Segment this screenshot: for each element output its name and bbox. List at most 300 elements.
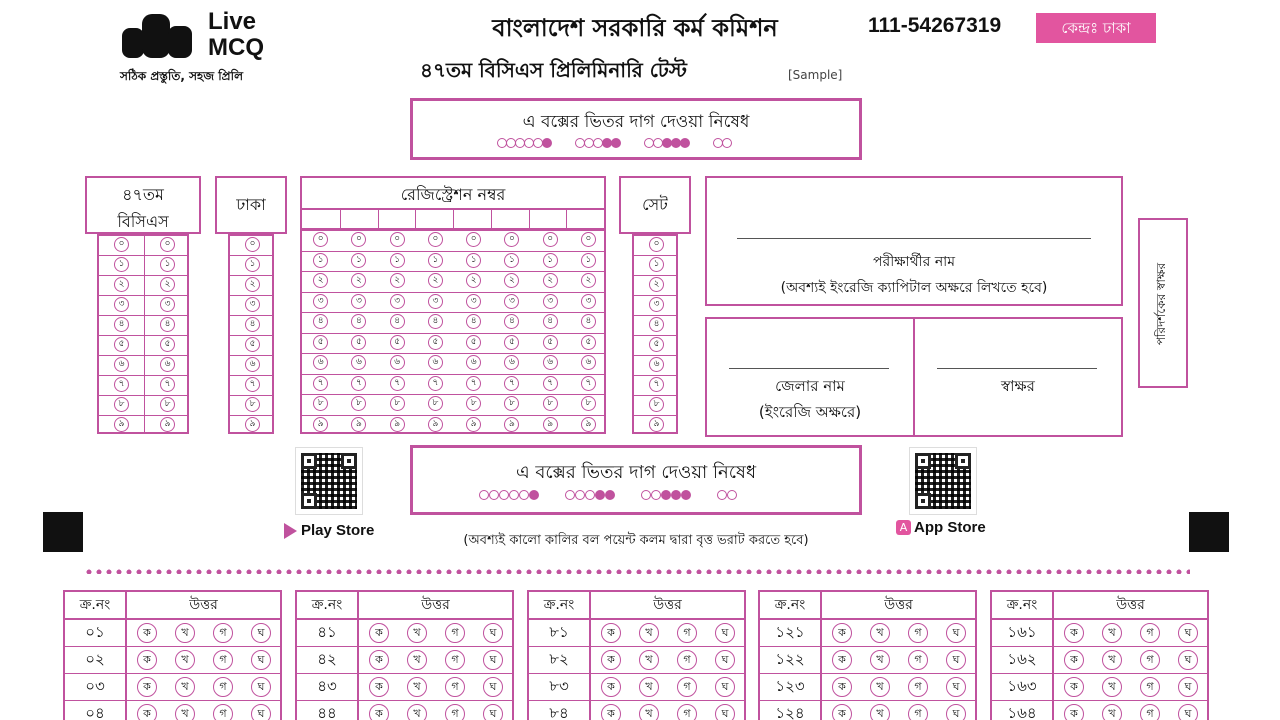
digit-bubble[interactable]: ৫ — [649, 337, 664, 352]
digit-bubble[interactable]: ৮ — [428, 396, 443, 411]
digit-bubble[interactable]: ০ — [351, 232, 366, 247]
digit-bubble[interactable]: ১ — [313, 253, 328, 268]
answer-option-bubble[interactable]: গ — [677, 623, 697, 643]
digit-bubble[interactable]: ৩ — [543, 294, 558, 309]
digit-bubble[interactable]: ১ — [581, 253, 596, 268]
answer-option-bubble[interactable]: খ — [175, 650, 195, 670]
answer-option-bubble[interactable]: ঘ — [1178, 623, 1198, 643]
answer-option-bubble[interactable]: ঘ — [483, 677, 503, 697]
grid-row-divider — [99, 315, 187, 316]
digit-bubble[interactable]: ২ — [114, 277, 129, 292]
digit-bubble[interactable]: ৫ — [543, 335, 558, 350]
answer-option-bubble[interactable]: গ — [677, 677, 697, 697]
answer-row — [992, 620, 1207, 647]
digit-bubble[interactable]: ৫ — [466, 335, 481, 350]
digit-bubble[interactable]: ৯ — [466, 417, 481, 432]
digit-bubble[interactable]: ৩ — [581, 294, 596, 309]
question-number: ১২২ — [760, 647, 822, 673]
answer-option-bubble[interactable]: ক — [369, 623, 389, 643]
timing-mark — [611, 138, 621, 148]
play-store-link[interactable] — [284, 522, 374, 539]
answer-row — [529, 674, 744, 701]
digit-bubble[interactable]: ৪ — [160, 317, 175, 332]
answer-row — [760, 674, 975, 701]
digit-bubble[interactable]: ০ — [390, 232, 405, 247]
answer-option-bubble[interactable]: গ — [213, 704, 233, 720]
digit-bubble[interactable]: ১ — [428, 253, 443, 268]
digit-bubble[interactable]: ৫ — [351, 335, 366, 350]
answer-option-bubble[interactable]: ঘ — [946, 704, 966, 720]
registration-cell-divider — [453, 210, 454, 228]
answer-option-bubble[interactable]: গ — [908, 650, 928, 670]
question-number: ৮৪ — [529, 701, 591, 720]
registration-bubble-grid — [300, 229, 606, 434]
digit-bubble[interactable]: ০ — [466, 232, 481, 247]
grid-row-divider — [99, 335, 187, 336]
answer-option-bubble[interactable]: খ — [870, 677, 890, 697]
digit-bubble[interactable]: ৬ — [390, 355, 405, 370]
question-number: ৪৪ — [297, 701, 359, 720]
digit-bubble[interactable]: ৮ — [466, 396, 481, 411]
answer-option-bubble[interactable]: খ — [870, 623, 890, 643]
digit-bubble[interactable]: ৭ — [390, 376, 405, 391]
answer-option-bubble[interactable]: খ — [407, 623, 427, 643]
timing-mark — [722, 138, 732, 148]
answer-option-bubble[interactable]: গ — [908, 704, 928, 720]
digit-bubble[interactable]: ৫ — [581, 335, 596, 350]
digit-bubble[interactable]: ৪ — [351, 314, 366, 329]
digit-bubble[interactable]: ৩ — [428, 294, 443, 309]
answer-header: উত্তর — [591, 592, 744, 620]
answer-option-bubble[interactable]: ক — [601, 704, 621, 720]
digit-bubble[interactable]: ৪ — [313, 314, 328, 329]
set-bubble-grid — [632, 234, 678, 434]
answer-option-bubble[interactable]: ঘ — [1178, 704, 1198, 720]
digit-bubble[interactable]: ০ — [428, 232, 443, 247]
answer-option-bubble[interactable]: ক — [137, 623, 157, 643]
digit-bubble[interactable]: ৮ — [504, 396, 519, 411]
digit-bubble[interactable]: ৩ — [114, 297, 129, 312]
digit-bubble[interactable]: ১ — [160, 257, 175, 272]
answer-row — [760, 701, 975, 720]
logo-tagline: সঠিক প্রস্তুতি, সহজ প্রিলি — [120, 69, 244, 83]
digit-bubble[interactable]: ৪ — [543, 314, 558, 329]
answer-option-bubble[interactable]: গ — [908, 623, 928, 643]
grid-row-divider — [230, 375, 272, 376]
answer-option-bubble[interactable]: ঘ — [483, 650, 503, 670]
digit-bubble[interactable]: ৮ — [390, 396, 405, 411]
grid-row-divider — [634, 255, 676, 256]
grid-row-divider — [230, 335, 272, 336]
answer-option-bubble[interactable]: ঘ — [483, 623, 503, 643]
question-number: ১২৪ — [760, 701, 822, 720]
digit-bubble[interactable]: ৭ — [504, 376, 519, 391]
answer-option-bubble[interactable]: গ — [908, 677, 928, 697]
grid-row-divider — [99, 255, 187, 256]
digit-bubble[interactable]: ৩ — [351, 294, 366, 309]
timing-mark — [489, 490, 499, 500]
answer-option-bubble[interactable]: ঘ — [1178, 677, 1198, 697]
answer-option-bubble[interactable]: ক — [1064, 704, 1084, 720]
timing-marks — [497, 138, 797, 152]
answer-header: উত্তর — [822, 592, 975, 620]
digit-bubble[interactable]: ৯ — [428, 417, 443, 432]
answer-option-bubble[interactable]: ক — [137, 704, 157, 720]
digit-bubble[interactable]: ০ — [245, 237, 260, 252]
answer-row — [65, 701, 280, 720]
digit-bubble[interactable]: ৭ — [313, 376, 328, 391]
digit-bubble[interactable]: ১ — [466, 253, 481, 268]
digit-bubble[interactable]: ৯ — [504, 417, 519, 432]
logo-icon — [120, 12, 194, 62]
answer-option-bubble[interactable]: গ — [1140, 677, 1160, 697]
digit-bubble[interactable]: ৮ — [245, 397, 260, 412]
answer-option-bubble[interactable]: ঘ — [251, 623, 271, 643]
digit-bubble[interactable]: ৭ — [428, 376, 443, 391]
grid-row-divider — [230, 355, 272, 356]
logo — [120, 8, 290, 88]
answer-option-bubble[interactable]: গ — [213, 650, 233, 670]
digit-bubble[interactable]: ৬ — [313, 355, 328, 370]
answer-option-bubble[interactable]: খ — [639, 677, 659, 697]
play-store-qr[interactable] — [296, 448, 362, 514]
answer-option-bubble[interactable]: ক — [601, 623, 621, 643]
digit-bubble[interactable]: ৪ — [649, 317, 664, 332]
answer-option-bubble[interactable]: গ — [213, 677, 233, 697]
answer-header: উত্তর — [1054, 592, 1207, 620]
digit-bubble[interactable]: ৬ — [543, 355, 558, 370]
digit-bubble[interactable]: ৬ — [351, 355, 366, 370]
digit-bubble[interactable]: ৯ — [351, 417, 366, 432]
digit-bubble[interactable]: ২ — [428, 273, 443, 288]
answer-option-bubble[interactable]: ক — [1064, 623, 1084, 643]
answer-option-bubble[interactable]: খ — [407, 677, 427, 697]
answer-option-bubble[interactable]: খ — [407, 704, 427, 720]
invigilator-signature-box[interactable] — [1138, 218, 1188, 388]
answer-row — [760, 647, 975, 674]
ink-instruction: (অবশ্যই কালো কালির বল পয়েন্ট কলম দ্বারা বৃত্ত ভরাট করতে হবে) — [463, 533, 809, 548]
answer-option-bubble[interactable]: ঘ — [715, 623, 735, 643]
answer-option-bubble[interactable]: ঘ — [251, 650, 271, 670]
grid-row-divider — [302, 394, 604, 395]
digit-bubble[interactable]: ২ — [351, 273, 366, 288]
answer-option-bubble[interactable]: ক — [369, 677, 389, 697]
no-mark-text: এ বক্সের ভিতর দাগ দেওয়া নিষেধ — [515, 462, 757, 483]
timing-mark — [479, 490, 489, 500]
digit-bubble[interactable]: ৮ — [351, 396, 366, 411]
digit-bubble[interactable]: ১ — [504, 253, 519, 268]
digit-bubble[interactable]: ৯ — [543, 417, 558, 432]
timing-mark — [717, 490, 727, 500]
answer-option-bubble[interactable]: গ — [1140, 623, 1160, 643]
digit-bubble[interactable]: ১ — [649, 257, 664, 272]
digit-bubble[interactable]: ৯ — [313, 417, 328, 432]
answer-table — [527, 590, 746, 720]
answer-option-bubble[interactable]: খ — [407, 650, 427, 670]
digit-bubble[interactable]: ৯ — [245, 417, 260, 432]
grid-row-divider — [99, 355, 187, 356]
digit-bubble[interactable]: ৩ — [649, 297, 664, 312]
timing-mark — [681, 490, 691, 500]
digit-bubble[interactable]: ৬ — [245, 357, 260, 372]
answer-option-bubble[interactable]: ক — [369, 704, 389, 720]
digit-bubble[interactable]: ৭ — [649, 377, 664, 392]
grid-row-divider — [99, 375, 187, 376]
answer-option-bubble[interactable]: ক — [601, 677, 621, 697]
digit-bubble[interactable]: ৭ — [160, 377, 175, 392]
answer-option-bubble[interactable]: ক — [601, 650, 621, 670]
serial-header: ক্র.নং — [297, 592, 359, 620]
answer-option-bubble[interactable]: খ — [175, 704, 195, 720]
timing-mark — [727, 490, 737, 500]
digit-bubble[interactable]: ৬ — [649, 357, 664, 372]
candidate-name-label: পরীক্ষার্থীর নাম — [872, 254, 956, 270]
digit-bubble[interactable]: ২ — [160, 277, 175, 292]
digit-bubble[interactable]: ০ — [581, 232, 596, 247]
candidate-name-note: (অবশ্যই ইংরেজি ক্যাপিটাল অক্ষরে লিখতে হবে) — [780, 280, 1048, 296]
answer-option-bubble[interactable]: ক — [832, 623, 852, 643]
digit-bubble[interactable]: ৭ — [543, 376, 558, 391]
answer-option-bubble[interactable]: খ — [870, 650, 890, 670]
district-note: (ইংরেজি অক্ষরে) — [758, 403, 862, 421]
answer-option-bubble[interactable]: গ — [445, 650, 465, 670]
digit-bubble[interactable]: ৪ — [581, 314, 596, 329]
grid-row-divider — [634, 295, 676, 296]
answer-option-bubble[interactable]: ক — [832, 677, 852, 697]
digit-bubble[interactable]: ৭ — [466, 376, 481, 391]
timing-mark — [651, 490, 661, 500]
answer-option-bubble[interactable]: ঘ — [251, 704, 271, 720]
answer-table — [990, 590, 1209, 720]
grid-row-divider — [634, 275, 676, 276]
answer-option-bubble[interactable]: ঘ — [1178, 650, 1198, 670]
digit-bubble[interactable]: ৪ — [428, 314, 443, 329]
answer-option-bubble[interactable]: ঘ — [946, 650, 966, 670]
question-number: ০৩ — [65, 674, 127, 700]
answer-option-bubble[interactable]: গ — [445, 677, 465, 697]
answer-option-bubble[interactable]: ক — [369, 650, 389, 670]
question-number: ০২ — [65, 647, 127, 673]
answer-option-bubble[interactable]: ঘ — [715, 677, 735, 697]
digit-bubble[interactable]: ৯ — [114, 417, 129, 432]
digit-bubble[interactable]: ৪ — [390, 314, 405, 329]
district-signature-box — [705, 317, 1123, 437]
digit-bubble[interactable]: ৩ — [245, 297, 260, 312]
digit-bubble[interactable]: ৩ — [390, 294, 405, 309]
play-store-label: Play Store — [301, 522, 375, 539]
district-write-line — [729, 368, 889, 369]
answer-option-bubble[interactable]: খ — [639, 704, 659, 720]
digit-bubble[interactable]: ৫ — [428, 335, 443, 350]
answer-option-bubble[interactable]: গ — [445, 623, 465, 643]
digit-bubble[interactable]: ৭ — [581, 376, 596, 391]
district-name-field[interactable] — [707, 319, 915, 435]
timing-mark — [509, 490, 519, 500]
grid-row-divider — [230, 415, 272, 416]
grid-row-divider — [634, 355, 676, 356]
answer-option-bubble[interactable]: খ — [1102, 677, 1122, 697]
logo-mcq: MCQ — [208, 34, 264, 61]
grid-row-divider — [230, 275, 272, 276]
answer-option-bubble[interactable]: খ — [1102, 704, 1122, 720]
digit-bubble[interactable]: ৬ — [581, 355, 596, 370]
digit-bubble[interactable]: ২ — [245, 277, 260, 292]
sample-tag: [Sample] — [788, 68, 843, 82]
signature-write-line — [937, 368, 1097, 369]
answer-option-bubble[interactable]: ক — [832, 704, 852, 720]
grid-row-divider — [230, 295, 272, 296]
digit-bubble[interactable]: ৪ — [466, 314, 481, 329]
answer-option-bubble[interactable]: খ — [639, 623, 659, 643]
answer-option-bubble[interactable]: ঘ — [251, 677, 271, 697]
digit-bubble[interactable]: ২ — [504, 273, 519, 288]
serial-header: ক্র.নং — [760, 592, 822, 620]
question-number: ১২১ — [760, 620, 822, 646]
answer-option-bubble[interactable]: গ — [213, 623, 233, 643]
digit-bubble[interactable]: ১ — [351, 253, 366, 268]
digit-bubble[interactable]: ৯ — [160, 417, 175, 432]
answer-option-bubble[interactable]: খ — [639, 650, 659, 670]
digit-bubble[interactable]: ৩ — [160, 297, 175, 312]
digit-bubble[interactable]: ৭ — [351, 376, 366, 391]
digit-bubble[interactable]: ৫ — [114, 337, 129, 352]
candidate-name-box[interactable] — [705, 176, 1123, 306]
digit-bubble[interactable]: ৪ — [504, 314, 519, 329]
digit-bubble[interactable]: ৬ — [428, 355, 443, 370]
timing-mark — [680, 138, 690, 148]
answer-option-bubble[interactable]: ক — [137, 650, 157, 670]
digit-bubble[interactable]: ৭ — [245, 377, 260, 392]
digit-bubble[interactable]: ৫ — [504, 335, 519, 350]
invigilator-label: পরিদর্শকের স্বাক্ষর — [1154, 262, 1168, 346]
answer-option-bubble[interactable]: গ — [677, 704, 697, 720]
digit-bubble[interactable]: ৯ — [649, 417, 664, 432]
answer-option-bubble[interactable]: গ — [677, 650, 697, 670]
answer-option-bubble[interactable]: ঘ — [946, 623, 966, 643]
digit-bubble[interactable]: ০ — [313, 232, 328, 247]
answer-option-bubble[interactable]: ঘ — [715, 650, 735, 670]
answer-header: উত্তর — [359, 592, 512, 620]
grid-row-divider — [302, 251, 604, 252]
answer-option-bubble[interactable]: ক — [1064, 650, 1084, 670]
question-number: ০৪ — [65, 701, 127, 720]
center-badge: কেন্দ্রঃ ঢাকা — [1036, 13, 1156, 43]
digit-bubble[interactable]: ৬ — [504, 355, 519, 370]
signature-label: স্বাক্ষর — [1001, 377, 1035, 395]
answer-option-bubble[interactable]: খ — [175, 677, 195, 697]
digit-bubble[interactable]: ১ — [390, 253, 405, 268]
answer-option-bubble[interactable]: ক — [1064, 677, 1084, 697]
digit-bubble[interactable]: ৫ — [245, 337, 260, 352]
question-number: ৮১ — [529, 620, 591, 646]
question-number: ৪১ — [297, 620, 359, 646]
digit-bubble[interactable]: ৯ — [390, 417, 405, 432]
digit-bubble[interactable]: ২ — [466, 273, 481, 288]
digit-bubble[interactable]: ৮ — [114, 397, 129, 412]
digit-bubble[interactable]: ৯ — [581, 417, 596, 432]
page-title: বাংলাদেশ সরকারি কর্ম কমিশন — [492, 14, 778, 42]
answer-option-bubble[interactable]: খ — [175, 623, 195, 643]
digit-bubble[interactable]: ৬ — [114, 357, 129, 372]
answer-option-bubble[interactable]: খ — [1102, 623, 1122, 643]
answer-option-bubble[interactable]: গ — [1140, 650, 1160, 670]
digit-bubble[interactable]: ৬ — [160, 357, 175, 372]
digit-bubble[interactable]: ৮ — [313, 396, 328, 411]
digit-bubble[interactable]: ৮ — [649, 397, 664, 412]
digit-bubble[interactable]: ৩ — [504, 294, 519, 309]
digit-bubble[interactable]: ০ — [543, 232, 558, 247]
digit-bubble[interactable]: ০ — [504, 232, 519, 247]
grid-row-divider — [302, 374, 604, 375]
app-store-qr[interactable] — [910, 448, 976, 514]
answer-option-bubble[interactable]: গ — [1140, 704, 1160, 720]
sheet-code: 111-54267319 — [868, 14, 1002, 37]
timing-mark — [519, 490, 529, 500]
digit-bubble[interactable]: ১ — [114, 257, 129, 272]
digit-bubble[interactable]: ৭ — [114, 377, 129, 392]
grid-row-divider — [302, 333, 604, 334]
digit-bubble[interactable]: ১ — [543, 253, 558, 268]
digit-bubble[interactable]: ০ — [114, 237, 129, 252]
answer-option-bubble[interactable]: ঘ — [946, 677, 966, 697]
set-column-header — [619, 176, 691, 234]
registration-cell-divider — [529, 210, 530, 228]
answer-option-bubble[interactable]: খ — [870, 704, 890, 720]
digit-bubble[interactable]: ৩ — [466, 294, 481, 309]
grid-row-divider — [230, 255, 272, 256]
digit-bubble[interactable]: ১ — [245, 257, 260, 272]
digit-bubble[interactable]: ২ — [313, 273, 328, 288]
serial-header: ক্র.নং — [65, 592, 127, 620]
digit-bubble[interactable]: ৬ — [466, 355, 481, 370]
question-number: ৮৩ — [529, 674, 591, 700]
answer-table — [295, 590, 514, 720]
timing-mark — [499, 490, 509, 500]
digit-bubble[interactable]: ২ — [543, 273, 558, 288]
digit-bubble[interactable]: ২ — [581, 273, 596, 288]
answer-row — [297, 674, 512, 701]
digit-bubble[interactable]: ৫ — [160, 337, 175, 352]
digit-bubble[interactable]: ৮ — [160, 397, 175, 412]
app-store-link[interactable] — [896, 519, 986, 536]
digit-bubble[interactable]: ০ — [160, 237, 175, 252]
digit-bubble[interactable]: ৫ — [390, 335, 405, 350]
digit-bubble[interactable]: ০ — [649, 237, 664, 252]
answer-header: উত্তর — [127, 592, 280, 620]
digit-bubble[interactable]: ৮ — [581, 396, 596, 411]
digit-bubble[interactable]: ২ — [649, 277, 664, 292]
candidate-signature-field[interactable] — [915, 319, 1121, 435]
answer-option-bubble[interactable]: খ — [1102, 650, 1122, 670]
digit-bubble[interactable]: ৮ — [543, 396, 558, 411]
digit-bubble[interactable]: ৫ — [313, 335, 328, 350]
answer-option-bubble[interactable]: গ — [445, 704, 465, 720]
digit-bubble[interactable]: ৩ — [313, 294, 328, 309]
set-header-text: সেট — [642, 194, 668, 214]
answer-option-bubble[interactable]: ক — [832, 650, 852, 670]
digit-bubble[interactable]: ৪ — [245, 317, 260, 332]
digit-bubble[interactable]: ৪ — [114, 317, 129, 332]
answer-option-bubble[interactable]: ক — [137, 677, 157, 697]
answer-option-bubble[interactable]: ঘ — [715, 704, 735, 720]
answer-option-bubble[interactable]: ঘ — [483, 704, 503, 720]
no-mark-box-bottom — [410, 445, 862, 515]
timing-mark — [671, 490, 681, 500]
grid-row-divider — [634, 335, 676, 336]
grid-row-divider — [302, 415, 604, 416]
timing-mark — [641, 490, 651, 500]
digit-bubble[interactable]: ২ — [390, 273, 405, 288]
